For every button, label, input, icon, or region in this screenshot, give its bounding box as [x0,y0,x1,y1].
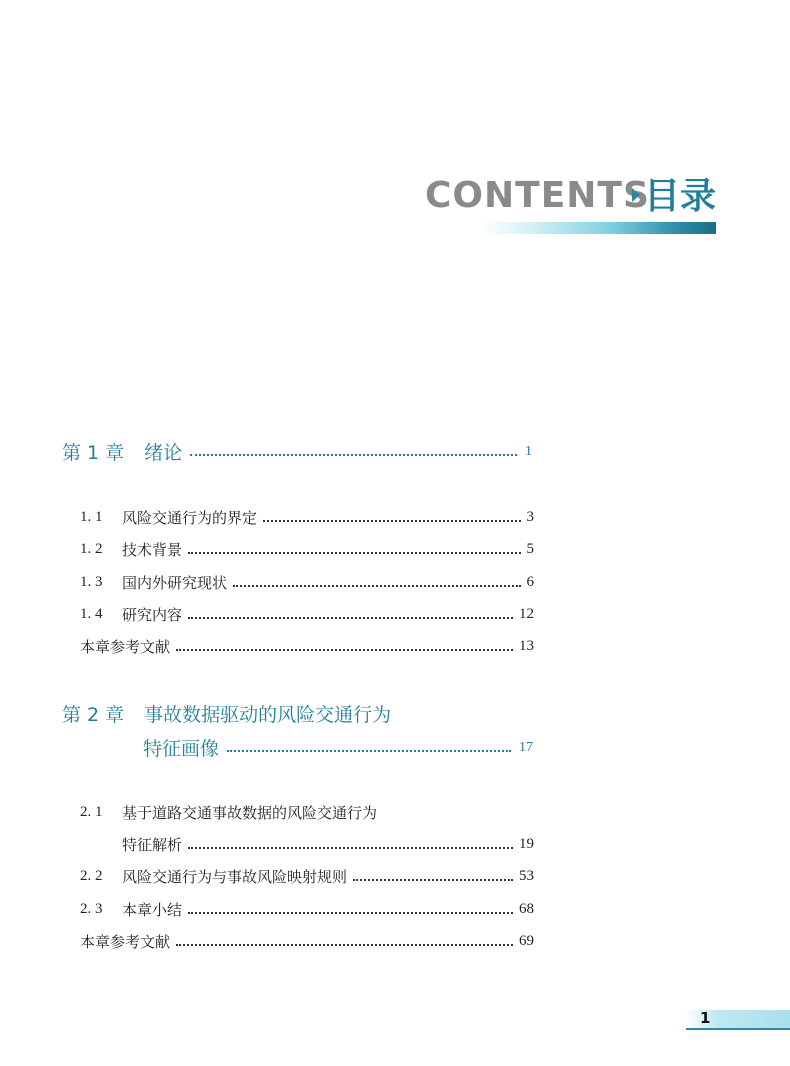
section-title: 本章小结 [122,901,183,919]
chapter-title-line2: 特征画像 [143,738,220,760]
contents-heading: CONTENTS [425,175,650,216]
dot-leader [233,585,520,587]
chapter-2-title-continued[interactable] [143,734,533,761]
section-page-number: 19 [519,836,534,852]
toc-section-entry[interactable] [80,802,534,823]
toc-section-entry-continued[interactable] [122,834,534,855]
chapter-2-entry[interactable] [62,700,391,727]
dot-leader [176,944,513,946]
section-number: 2. 1 [80,804,103,820]
dot-leader [227,750,511,752]
toc-section-entry[interactable] [80,899,534,920]
section-title: 技术背景 [122,541,183,559]
section-number: 1. 2 [80,541,103,557]
section-page-number: 12 [519,606,534,622]
chapter-page-number: 17 [519,739,533,755]
chapter-page-number: 1 [525,443,532,459]
section-page-number: 13 [519,638,534,654]
section-page-number: 5 [526,541,534,557]
section-number: 1. 3 [80,574,103,590]
toc-section-entry[interactable] [80,572,534,593]
section-title: 基于道路交通事故数据的风险交通行为 [122,804,378,822]
section-number: 1. 4 [80,606,103,622]
dot-leader [188,552,520,554]
dot-leader [353,879,513,881]
section-page-number: 3 [526,509,534,525]
section-number: 2. 2 [80,868,103,884]
triangle-arrow-icon [632,188,640,202]
contents-header [0,0,790,260]
section-title-line2: 特征解析 [122,836,183,854]
section-title: 风险交通行为的界定 [122,509,258,527]
dot-leader [188,847,513,849]
header-gradient-bar [480,222,716,234]
section-page-number: 68 [519,901,534,917]
contents-heading-cn: 目录 [644,176,717,217]
dot-leader [263,520,520,522]
section-page-number: 6 [526,574,534,590]
section-title: 国内外研究现状 [122,574,228,592]
section-page-number: 69 [519,933,534,949]
chapter-1-entry[interactable] [62,438,532,465]
toc-section-entry[interactable] [80,604,534,625]
section-title: 本章参考文献 [80,638,171,656]
section-number: 1. 1 [80,509,103,525]
dot-leader [176,649,513,651]
toc-references-entry[interactable] [80,636,534,657]
toc-section-entry[interactable] [80,507,534,528]
chapter-number: 第 1 章 [62,442,125,464]
section-title: 本章参考文献 [80,933,171,951]
chapter-title: 事故数据驱动的风险交通行为 [144,704,392,726]
chapter-number: 第 2 章 [62,704,125,726]
dot-leader [190,454,517,456]
section-number: 2. 3 [80,901,103,917]
section-title: 研究内容 [122,606,183,624]
toc-section-entry[interactable] [80,866,534,887]
toc-section-entry[interactable] [80,539,534,560]
footer-page-number: 1 [700,1009,711,1027]
section-title: 风险交通行为与事故风险映射规则 [122,868,348,886]
section-page-number: 53 [519,868,534,884]
dot-leader [188,912,513,914]
chapter-title: 绪论 [144,442,183,464]
dot-leader [188,617,513,619]
toc-references-entry[interactable] [80,931,534,952]
